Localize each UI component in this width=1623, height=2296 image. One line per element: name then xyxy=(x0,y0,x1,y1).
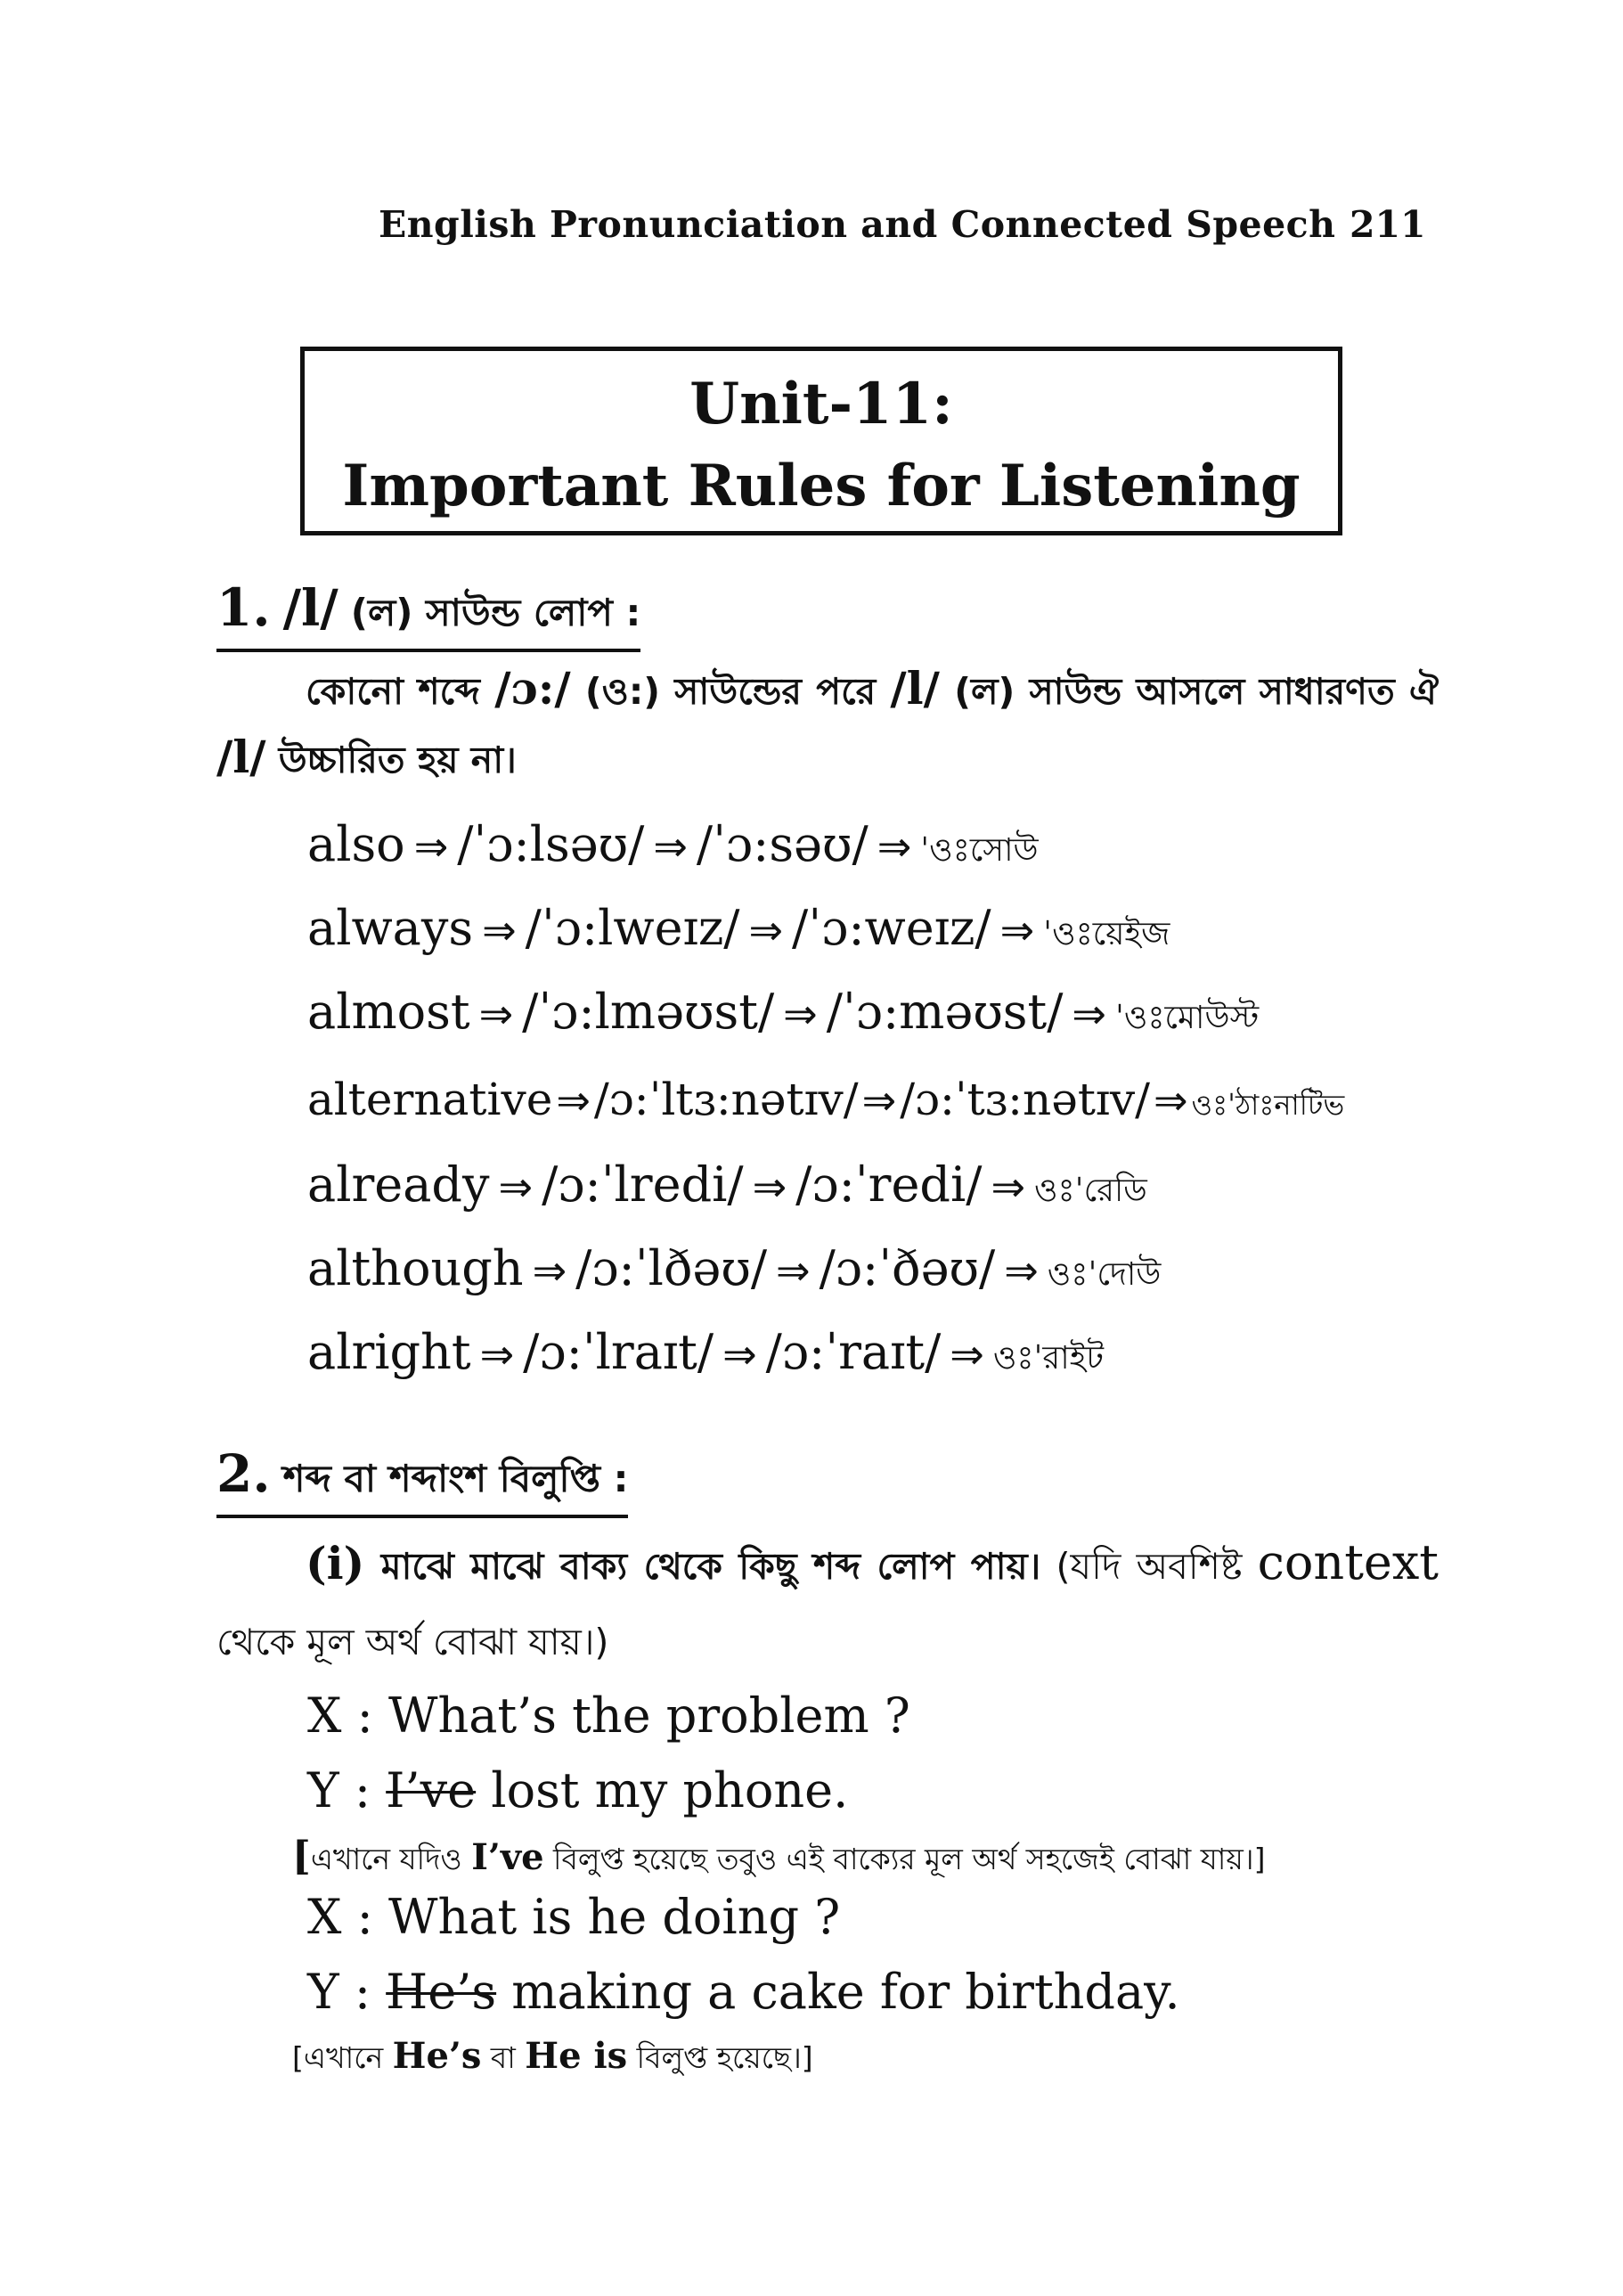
example-row xyxy=(307,816,1039,879)
example-ipa-reduced: /ɔ:ˈredi/ xyxy=(795,1156,983,1213)
note-english: He is xyxy=(525,2035,628,2077)
arrow-icon: ⇒ xyxy=(722,1330,757,1378)
arrow-icon: ⇒ xyxy=(1072,990,1106,1038)
example-ipa-full: /ˈɔ:lsəʊ/ xyxy=(457,816,645,872)
arrow-icon: ⇒ xyxy=(950,1330,984,1378)
note-text: এখানে যদিও xyxy=(310,1842,472,1876)
para-ipa: /l/ xyxy=(890,662,940,715)
para-text: মাঝে মাঝে বাক্য থেকে কিছু শব্দ লোপ পায়। xyxy=(364,1545,1041,1588)
example-row xyxy=(307,984,1259,1047)
para-lead: (i) xyxy=(306,1537,365,1589)
section-1-number: 1. xyxy=(216,577,271,638)
example-bengali: ˈওঃসোউ xyxy=(920,832,1039,869)
section-2-number: 2. xyxy=(216,1443,271,1504)
example-word: alternative xyxy=(307,1074,553,1125)
deleted-word: He’s xyxy=(386,1964,497,2020)
example-word: also xyxy=(307,816,405,872)
arrow-icon: ⇒ xyxy=(999,906,1035,954)
bracket: [ xyxy=(292,1834,311,1879)
arrow-icon: ⇒ xyxy=(653,822,688,870)
unit-number: Unit-11: xyxy=(689,371,953,437)
arrow-icon: ⇒ xyxy=(413,822,449,870)
example-word: almost xyxy=(307,984,470,1040)
arrow-icon: ⇒ xyxy=(776,1246,811,1295)
example-ipa-reduced: /ɔ:ˈraɪt/ xyxy=(765,1324,942,1380)
note-text: বিলুপ্ত হয়েছে তবুও এই বাক্যের মূল অর্থ সহজেই বোঝা যায়। xyxy=(543,1842,1254,1876)
arrow-icon: ⇒ xyxy=(478,990,514,1038)
section-1-title: (ল) সাউন্ড লোপ : xyxy=(350,591,641,634)
bracket: ] xyxy=(1253,1842,1266,1876)
example-ipa-full: /ɔ:ˈlredi/ xyxy=(542,1156,744,1213)
section-2-heading xyxy=(216,1443,628,1518)
speaker-label: Y : xyxy=(307,1762,387,1818)
section-1-paragraph xyxy=(216,656,1439,793)
example-ipa-reduced: /ˈɔ:məʊst/ xyxy=(826,984,1064,1040)
example-ipa-full: /ɔ:ˈltɜ:nətɪv/ xyxy=(593,1074,859,1125)
arrow-icon: ⇒ xyxy=(877,822,912,870)
dialog-line: X : What is he doing ? xyxy=(307,1889,841,1945)
example-bengali: ওঃˈরেডি xyxy=(1033,1173,1147,1209)
section-2-title: শব্দ বা শব্দাংশ বিলুপ্তি : xyxy=(282,1457,629,1500)
example-word: already xyxy=(307,1156,490,1213)
page-number: 211 xyxy=(1350,203,1426,246)
arrow-icon: ⇒ xyxy=(1004,1246,1039,1295)
example-ipa-reduced: /ɔ:ˈtɜ:nətɪv/ xyxy=(900,1074,1150,1125)
arrow-icon: ⇒ xyxy=(479,1330,515,1378)
example-row xyxy=(307,1074,1344,1131)
example-bengali: ওঃˈরাইট xyxy=(992,1340,1104,1377)
para-text: উচ্চারিত হয় না। xyxy=(265,739,517,781)
deleted-word: I’ve xyxy=(386,1762,477,1818)
unit-title-box xyxy=(300,347,1342,535)
section-1-ipa: /l/ xyxy=(282,579,338,638)
para-text: থেকে মূল অর্থ বোঝা যায়।) xyxy=(216,1621,609,1663)
example-ipa-reduced: /ɔ:ˈðəʊ/ xyxy=(819,1240,996,1296)
dialog-line xyxy=(307,1964,1180,2020)
note-english: He’s xyxy=(392,2035,482,2077)
arrow-icon: ⇒ xyxy=(1154,1076,1188,1124)
arrow-icon: ⇒ xyxy=(783,990,818,1038)
note-english: I’ve xyxy=(471,1836,544,1878)
example-row xyxy=(307,1324,1104,1387)
example-row xyxy=(307,1156,1147,1220)
example-word: alright xyxy=(307,1324,471,1380)
para-ipa: /ɔ:/ xyxy=(494,662,571,715)
example-ipa-reduced: /ˈɔ:səʊ/ xyxy=(696,816,869,872)
para-text: (যদি অবশিষ্ট xyxy=(1040,1545,1258,1588)
arrow-icon: ⇒ xyxy=(752,1163,787,1211)
para-text: (ও:) সাউন্ডের পরে xyxy=(570,670,891,713)
bracket: ] xyxy=(801,2040,813,2075)
arrow-icon: ⇒ xyxy=(861,1076,897,1124)
dialog-text: lost my phone. xyxy=(476,1762,849,1818)
bracket: [ xyxy=(292,2040,304,2075)
section-2-paragraph xyxy=(216,1529,1439,1684)
note-text: বিলুপ্ত হয়েছে। xyxy=(627,2040,802,2075)
example-bengali: ˈওঃমোউস্ট xyxy=(1114,1000,1260,1036)
arrow-icon: ⇒ xyxy=(991,1163,1025,1211)
example-bengali: ˈওঃয়েইজ xyxy=(1043,916,1170,952)
para-ipa: /l/ xyxy=(216,731,266,783)
dialog-line xyxy=(307,1762,848,1818)
running-title: English Pronunciation and Connected Speech xyxy=(379,203,1336,246)
speaker-label: Y : xyxy=(307,1964,387,2020)
para-text: (ল) সাউন্ড আসলে সাধারণত ঐ xyxy=(939,670,1439,713)
arrow-icon: ⇒ xyxy=(556,1076,591,1124)
example-ipa-full: /ˈɔ:lweɪz/ xyxy=(525,900,740,956)
example-ipa-full: /ɔ:ˈlraɪt/ xyxy=(523,1324,714,1380)
note xyxy=(292,2035,813,2085)
note xyxy=(292,1834,1265,1886)
para-text: কোনো শব্দে xyxy=(306,670,495,713)
arrow-icon: ⇒ xyxy=(532,1246,567,1295)
example-ipa-full: /ɔ:ˈlðəʊ/ xyxy=(575,1240,768,1296)
para-english: context xyxy=(1257,1534,1439,1590)
dialog-text: making a cake for birthday. xyxy=(496,1964,1180,2020)
example-word: although xyxy=(307,1240,524,1296)
section-1-heading xyxy=(216,577,640,652)
example-bengali: ওঃˈদোউ xyxy=(1047,1256,1162,1293)
arrow-icon: ⇒ xyxy=(498,1163,534,1211)
example-row xyxy=(307,1240,1161,1303)
note-text: বা xyxy=(481,2040,526,2075)
unit-title: Important Rules for Listening xyxy=(342,453,1301,519)
example-bengali: ওঃˈঠাঃনাটিভ xyxy=(1191,1088,1345,1122)
example-row xyxy=(307,900,1170,963)
example-word: always xyxy=(307,900,474,956)
example-ipa-reduced: /ˈɔ:weɪz/ xyxy=(792,900,991,956)
arrow-icon: ⇒ xyxy=(482,906,517,954)
note-text: এখানে xyxy=(303,2040,393,2075)
dialog-line: X : What’s the problem ? xyxy=(307,1687,910,1744)
arrow-icon: ⇒ xyxy=(748,906,784,954)
example-ipa-full: /ˈɔ:lməʊst/ xyxy=(522,984,775,1040)
